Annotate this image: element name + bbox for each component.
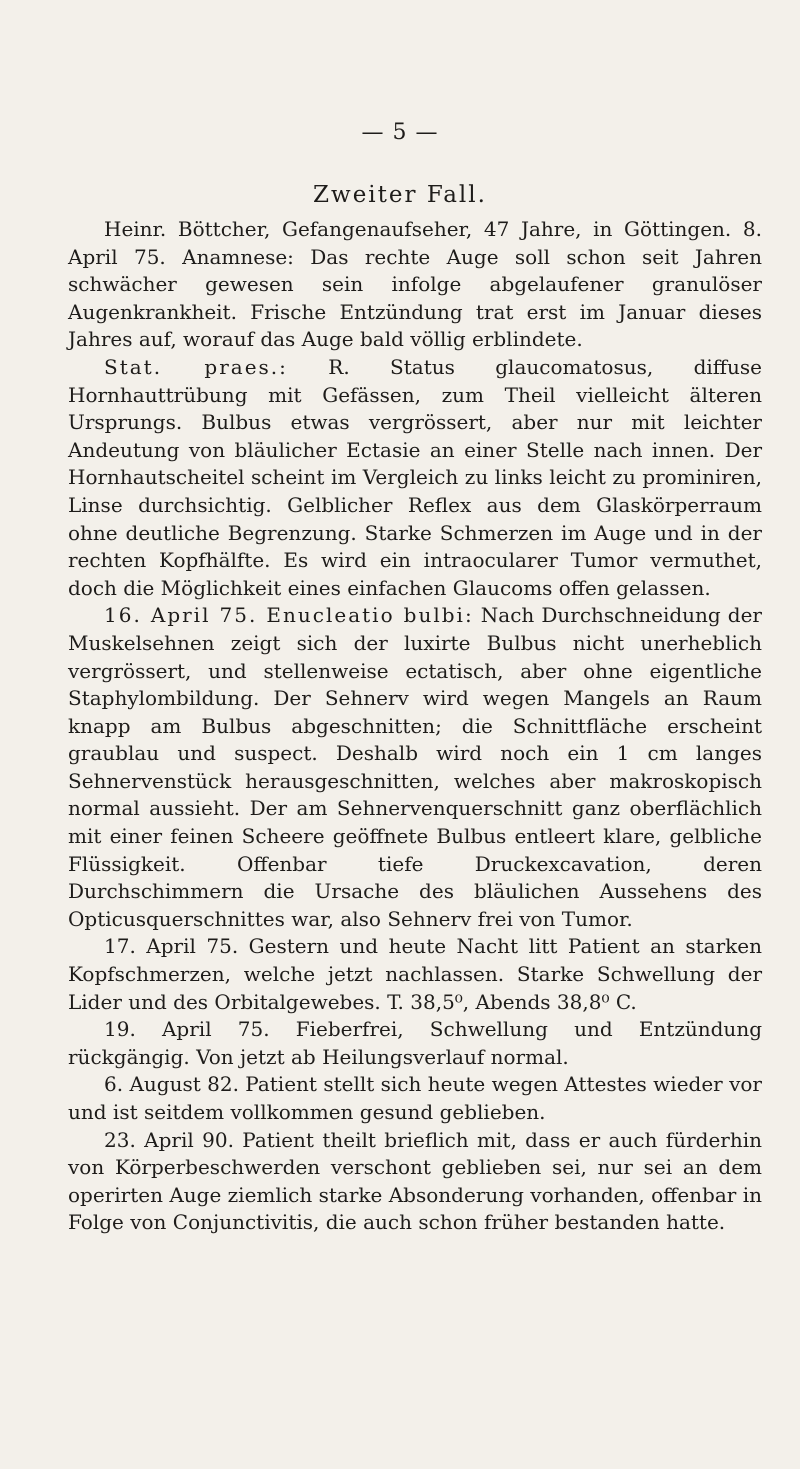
paragraph-april-19: [68, 1016, 762, 1071]
paragraph-april-17: [68, 933, 762, 1016]
section-title: Zweiter Fall.: [313, 182, 487, 208]
paragraph-enucleation: [68, 602, 762, 933]
paragraph-april-23: [68, 1127, 762, 1237]
paragraph-text: Nach Durchschneidung der Muskelsehnen zeigt sich der luxirte Bulbus nicht unerheblich vergrössert, und stellenweise ectatisch, aber ohne eigentliche Staphylombildung. Der Sehnerv wird wegen Mangels an Raum knapp am Bulbus abgeschnitten; die Schnittfläche erscheint graublau und suspect. Deshalb wird noch ein 1 cm langes Sehnervenstück herausgeschnitten, welches aber makroskopisch normal aussieht. Der am Sehnervenquerschnitt ganz oberflächlich mit einer feinen Scheere geöffnete Bulbus entleert klare, gelbliche Flüssigkeit. Offenbar tiefe Druckexcavation, deren Durchschimmern die Ursache des bläulichen Aussehens des Opticusquerschnittes war, also Sehnerv frei von Tumor.: [68, 603, 762, 931]
paragraph-text: 6. August 82. Patient stellt sich heute wegen Attestes wieder vor und ist seitdem vollkommen gesund geblieben.: [68, 1072, 762, 1124]
body-text: [68, 216, 762, 1237]
paragraph-august-6: [68, 1071, 762, 1126]
paragraph-lead: Stat. praes.:: [104, 354, 288, 379]
paragraph-text: 17. April 75. Gestern und heute Nacht litt Patient an starken Kopfschmerzen, welche jetzt nachlassen. Starke Schwellung der Lider und des Orbitalgewebes. T. 38,5⁰, Abends 38,8⁰ C.: [68, 934, 762, 1014]
page-number: — 5 —: [361, 120, 439, 145]
paragraph-status-praesens: [68, 354, 762, 602]
paragraph-lead: 16. April 75. Enucleatio bulbi:: [104, 603, 474, 628]
paragraph-text: 23. April 90. Patient theilt brieflich mit, dass er auch fürderhin von Körperbeschwerden verschont geblieben sei, nur sei an dem operirten Auge ziemlich starke Absonderung vorhanden, offenbar in Folge von Conjunctivitis, die auch schon früher bestanden hatte.: [68, 1127, 762, 1235]
paragraph-patient-intro: [68, 216, 762, 354]
paragraph-text: R. Status glaucomatosus, diffuse Hornhauttrübung mit Gefässen, zum Theil vielleicht älteren Ursprungs. Bulbus etwas vergrössert, aber nur mit leichter Andeutung von bläulicher Ectasie an einer Stelle nach innen. Der Hornhautscheitel scheint im Vergleich zu links leicht zu prominiren, Linse durchsichtig. Gelblicher Reflex aus dem Glaskörperraum ohne deutliche Begrenzung. Starke Schmerzen im Auge und in der rechten Kopfhälfte. Es wird ein intraocularer Tumor vermuthet, doch die Möglichkeit eines einfachen Glaucoms offen gelassen.: [68, 354, 762, 600]
paragraph-text: 19. April 75. Fieberfrei, Schwellung und Entzündung rückgängig. Von jetzt ab Heilungsverlauf normal.: [68, 1017, 762, 1069]
paragraph-text: Heinr. Böttcher, Gefangenaufseher, 47 Jahre, in Göttingen. 8. April 75. Anamnese: Das rechte Auge soll schon seit Jahren schwächer gewesen sein infolge abgelaufener granulöser Augenkrankheit. Frische Entzündung trat erst im Januar dieses Jahres auf, worauf das Auge bald völlig erblindete.: [68, 217, 762, 352]
